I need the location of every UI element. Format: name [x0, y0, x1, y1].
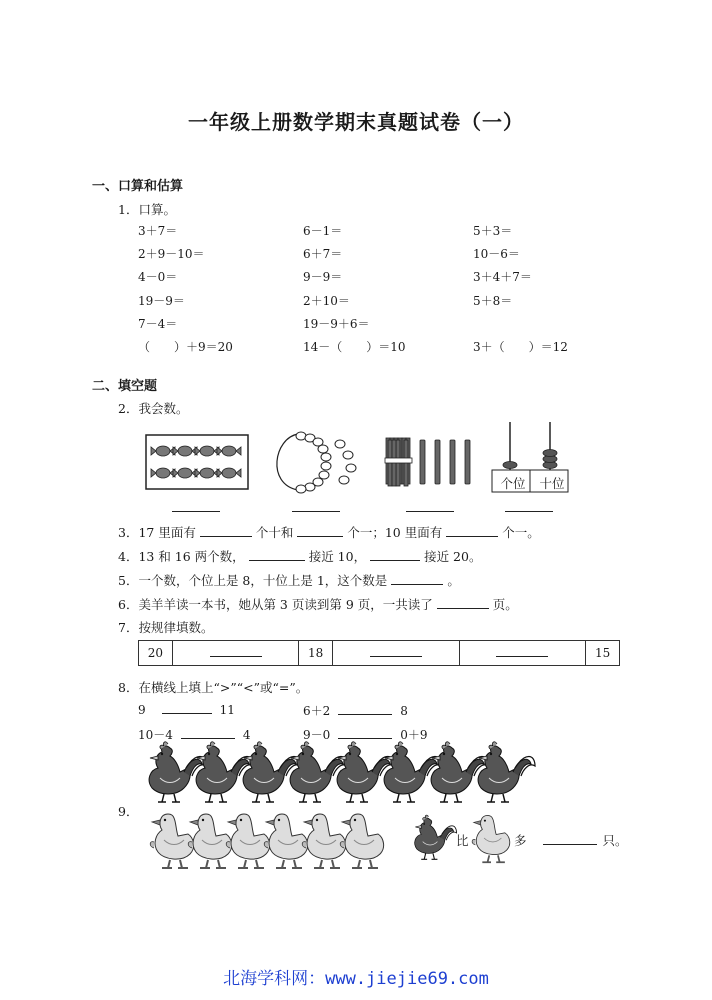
calc-item: 3＋4＋7＝ — [473, 270, 532, 284]
q3-text: 个十和 — [255, 525, 294, 540]
q3 — [118, 523, 540, 541]
q2-label: 2．我会数。 — [118, 401, 189, 416]
compare-right: 11 — [219, 703, 235, 717]
answer-blank[interactable] — [406, 511, 454, 512]
calc-item: 3＋7＝ — [138, 224, 178, 238]
answer-blank[interactable] — [249, 549, 305, 561]
sticks-image — [384, 436, 480, 488]
q7 — [118, 618, 213, 636]
answer-blank[interactable] — [543, 833, 597, 845]
q3-number: 3． — [118, 525, 139, 540]
q9-bi: 比 — [456, 833, 469, 848]
compare-left: 9 — [138, 703, 146, 717]
sequence-cell: 15 — [586, 641, 620, 666]
answer-blank[interactable] — [370, 650, 422, 657]
q9-number: 9． — [118, 804, 139, 819]
rooster-icon — [408, 812, 458, 864]
calc-item: 5＋3＝ — [473, 224, 513, 238]
q8 — [118, 678, 308, 696]
calc-item: 19－9＋6＝ — [303, 317, 370, 331]
calc-item: 7－4＝ — [138, 317, 178, 331]
q5-number: 5． — [118, 573, 139, 588]
abacus-label-ones: 个位 — [500, 476, 526, 491]
sequence-blank-cell[interactable] — [459, 641, 586, 666]
q6 — [118, 595, 518, 613]
calc-item: 6－1＝ — [303, 224, 343, 238]
answer-blank[interactable] — [391, 573, 443, 585]
q5-text: 。 — [447, 573, 460, 588]
calc-item: 14－（ ）＝10 — [303, 340, 406, 354]
answer-blank[interactable] — [505, 511, 553, 512]
q6-number: 6． — [118, 597, 139, 612]
q3-text: 个一；10 里面有 — [347, 525, 443, 540]
compare-item — [303, 702, 408, 719]
bead-circle-image — [268, 430, 373, 494]
compare-item — [138, 702, 235, 717]
compare-left: 9－0 — [303, 728, 331, 742]
answer-blank[interactable] — [338, 703, 392, 715]
answer-blank[interactable] — [200, 525, 252, 537]
compare-right: 8 — [400, 704, 408, 718]
duck-row-image — [148, 810, 388, 870]
q5-text: 一个数，个位上是 8，十位上是 1，这个数是 — [138, 573, 388, 588]
answer-blank[interactable] — [297, 525, 343, 537]
answer-blank[interactable] — [172, 511, 220, 512]
compare-left: 6＋2 — [303, 704, 331, 718]
q8-number: 8． — [118, 680, 139, 695]
calc-item: 3＋（ ）＝12 — [473, 340, 568, 354]
sequence-cell: 18 — [299, 641, 333, 666]
calc-item: 9－9＝ — [303, 270, 343, 284]
q9-duo — [514, 831, 628, 849]
footer-watermark — [0, 964, 712, 989]
calc-item: 4－0＝ — [138, 270, 178, 284]
calc-item: 10－6＝ — [473, 247, 520, 261]
calc-item: （ ）＋9＝20 — [138, 340, 233, 354]
answer-blank[interactable] — [162, 702, 212, 714]
answer-blank[interactable] — [338, 727, 392, 739]
section2-heading: 二、填空题 — [92, 379, 158, 394]
q7-number: 7． — [118, 620, 139, 635]
q9-text: 多 — [514, 833, 527, 848]
answer-blank[interactable] — [496, 650, 548, 657]
calc-item: 5＋8＝ — [473, 294, 513, 308]
compare-left: 10－4 — [138, 728, 173, 742]
footer-url[interactable]: www.jiejie69.com — [325, 969, 489, 989]
q6-text: 美羊羊读一本书，她从第 3 页读到第 9 页，一共读了 — [138, 597, 433, 612]
answer-blank[interactable] — [446, 525, 498, 537]
q4-text: 接近 10， — [308, 549, 367, 564]
q3-text: 个一。 — [502, 525, 540, 540]
rooster-row-image — [140, 742, 520, 804]
q5 — [118, 571, 460, 589]
calc-item: 2＋9－10＝ — [138, 247, 205, 261]
duck-icon — [470, 812, 512, 864]
q9-text: 只。 — [602, 833, 628, 848]
abacus-label-tens: 十位 — [539, 476, 565, 491]
answer-blank[interactable] — [210, 650, 262, 657]
sequence-blank-cell[interactable] — [172, 641, 299, 666]
answer-blank[interactable] — [370, 549, 420, 561]
q1-label: 1．口算。 — [118, 202, 176, 217]
sequence-blank-cell[interactable] — [333, 641, 460, 666]
q8-text: 在横线上填上“>”“<”或“=”。 — [138, 680, 309, 695]
answer-blank[interactable] — [181, 727, 235, 739]
section1-heading: 一、口算和估算 — [92, 179, 184, 194]
sequence-cell: 20 — [139, 641, 173, 666]
q4 — [118, 547, 481, 565]
compare-right: 0＋9 — [400, 728, 428, 742]
calc-item: 6＋7＝ — [303, 247, 343, 261]
q4-number: 4． — [118, 549, 139, 564]
q3-text: 17 里面有 — [138, 525, 196, 540]
q4-text: 接近 20。 — [424, 549, 482, 564]
answer-blank[interactable] — [292, 511, 340, 512]
answer-blank[interactable] — [437, 597, 489, 609]
q4-text: 13 和 16 两个数， — [138, 549, 245, 564]
compare-item — [138, 726, 251, 743]
q7-text: 按规律填数。 — [138, 620, 214, 635]
calc-item: 19－9＝ — [138, 294, 185, 308]
compare-item — [303, 726, 428, 743]
page-title: 一年级上册数学期末真题试卷（一） — [188, 110, 524, 134]
calc-item: 2＋10＝ — [303, 294, 350, 308]
footer-cn: 北海学科网： — [223, 969, 326, 989]
compare-right: 4 — [242, 728, 251, 742]
number-sequence-table — [138, 640, 620, 666]
candy-box-image — [145, 434, 249, 490]
q6-text: 页。 — [492, 597, 518, 612]
